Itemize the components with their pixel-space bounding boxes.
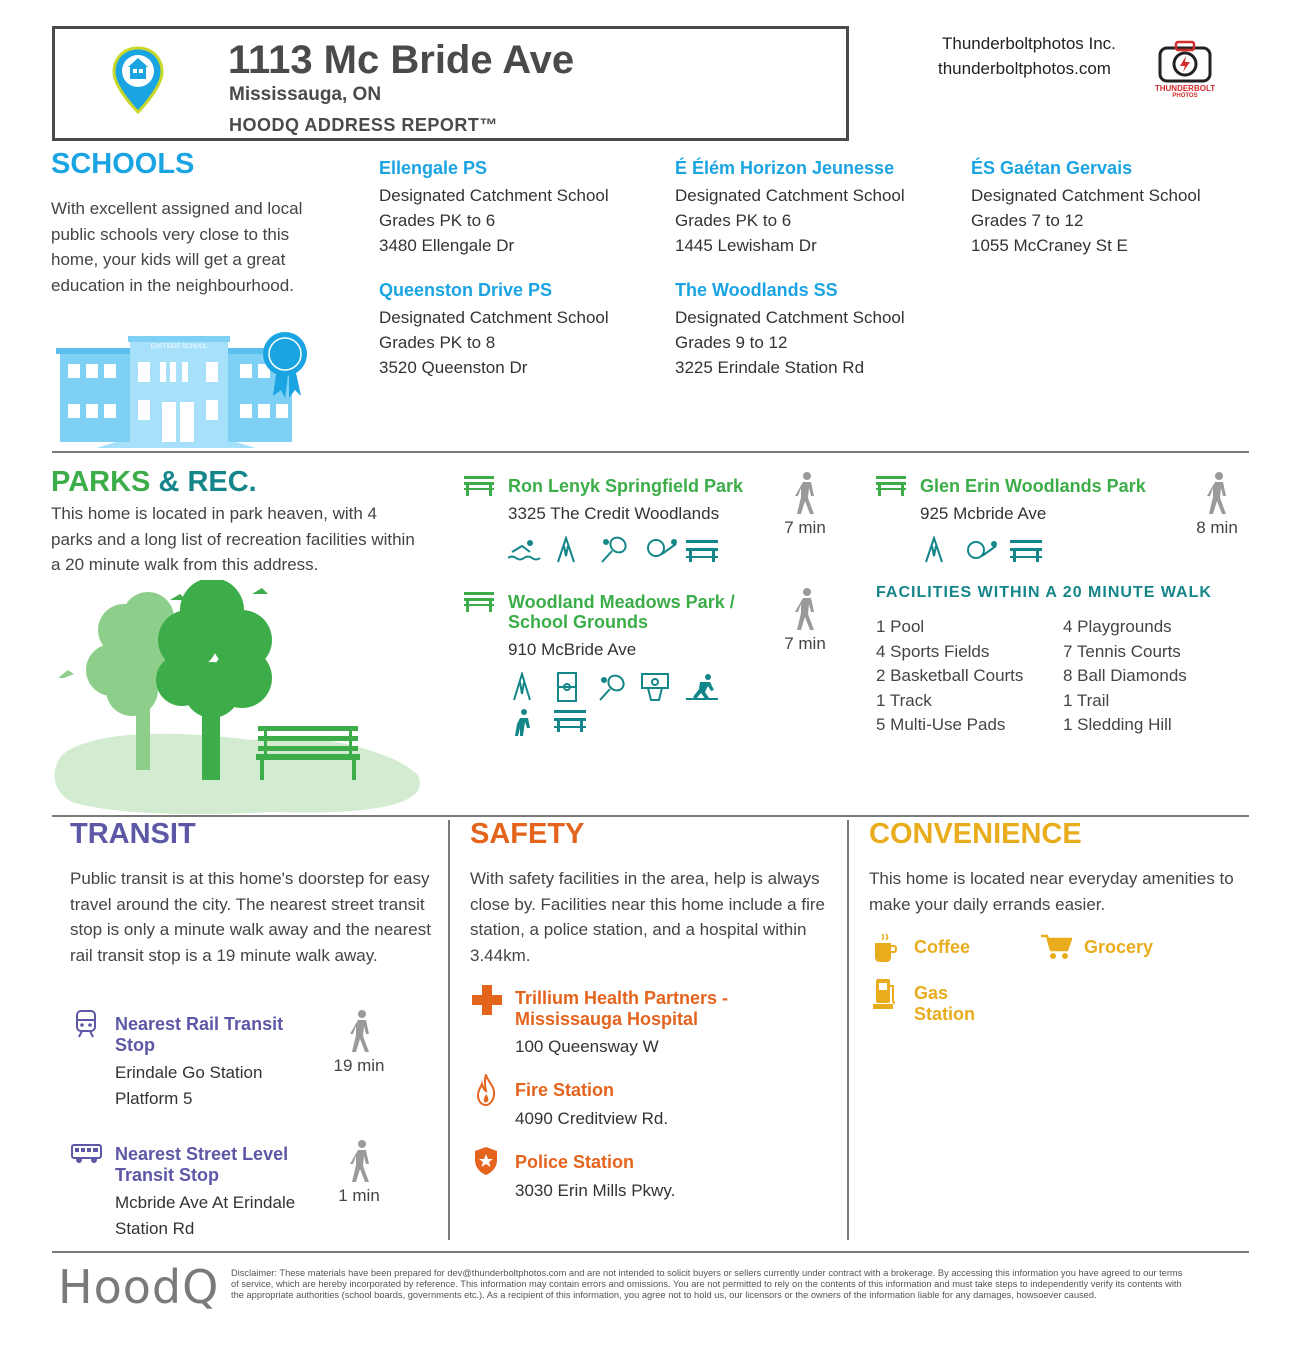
- park-name[interactable]: Ron Lenyk Springfield Park: [508, 476, 744, 496]
- transit-title: TRANSIT: [70, 818, 196, 850]
- school-address: 3520 Queenston Dr: [379, 358, 528, 377]
- playground-icon: [558, 538, 574, 562]
- disclaimer-line: Disclaimer: These materials have been prepared for dev@thunderboltphotos.com and are not intended to solicit buyers or sellers currently under contract with a brokerage. By accessing this information you have agreed to our terms: [231, 1268, 1183, 1278]
- disclaimer-line: of service, which are hereby incorporated by reference. This information may contain errors and omissions. You are not permitted to rely on the contents of this information and must take steps to independently verify its contents with: [231, 1279, 1182, 1289]
- park-address: 910 McBride Ave: [508, 640, 637, 659]
- facility-item: 1 Trail: [1063, 690, 1110, 710]
- park-name[interactable]: Glen Erin Woodlands Park: [920, 476, 1146, 496]
- gas-station-label[interactable]: [914, 983, 975, 1025]
- section-divider: [52, 451, 1249, 453]
- walk-time: 19 min: [333, 1056, 385, 1075]
- sports-field-icon: [558, 673, 576, 701]
- baseball-icon: [648, 540, 676, 556]
- school-address: 1445 Lewisham Dr: [675, 236, 817, 255]
- report-name: HOODQ ADDRESS REPORT™: [229, 115, 498, 135]
- park-name[interactable]: [508, 592, 735, 632]
- school-grades: Grades 7 to 12: [971, 211, 1084, 230]
- rail-stop-name: [115, 1060, 262, 1111]
- label-line: Gas: [914, 983, 949, 1003]
- convenience-title: CONVENIENCE: [869, 818, 1082, 850]
- facility-item: 2 Basketball Courts: [876, 666, 1024, 685]
- hospital-cross-icon: [472, 985, 502, 1015]
- playground-icon: [514, 674, 530, 700]
- name-line: Trillium Health Partners -: [515, 988, 729, 1008]
- park-bench-icon: [876, 476, 906, 496]
- playground-icon: [926, 538, 942, 562]
- facility-item: 8 Ball Diamonds: [1063, 666, 1187, 685]
- school-address: 1055 McCraney St E: [971, 236, 1128, 255]
- police-station-name[interactable]: Police Station: [515, 1152, 635, 1172]
- school-grades: Grades PK to 8: [379, 333, 496, 352]
- park-address: 925 Mcbride Ave: [920, 504, 1047, 523]
- school-type: Designated Catchment School: [675, 186, 905, 205]
- facility-item: 1 Pool: [876, 617, 925, 636]
- picnic-table-icon: [686, 540, 718, 562]
- walking-person-icon: [793, 588, 819, 632]
- label-line: Nearest Street Level: [115, 1144, 289, 1164]
- parks-title-part1: PARKS: [51, 466, 151, 498]
- street-stop-name: [115, 1190, 295, 1241]
- facility-item: 5 Multi-Use Pads: [876, 715, 1006, 734]
- school-card[interactable]: [971, 158, 1201, 256]
- parks-title: [51, 466, 257, 499]
- picnic-table-icon: [554, 710, 586, 732]
- nearest-rail-label[interactable]: [115, 1014, 283, 1056]
- facility-item: 1 Track: [876, 690, 932, 710]
- stop-line: Mcbride Ave At Erindale: [115, 1193, 296, 1212]
- school-type: Designated Catchment School: [379, 308, 609, 327]
- brand-logo-subtext: PHOTOS: [1172, 93, 1198, 99]
- parks-title-part2: & REC.: [158, 466, 257, 498]
- train-icon: [74, 1010, 98, 1038]
- school-name[interactable]: ÉS Gaétan Gervais: [971, 158, 1133, 178]
- police-badge-icon: [474, 1146, 498, 1176]
- school-address: 3480 Ellengale Dr: [379, 236, 515, 255]
- label-line: Stop: [115, 1035, 155, 1055]
- safety-description: With safety facilities in the area, help is always close by. Facilities near this home include a fire station, a police station, and a hospital within 3.44km.: [470, 869, 825, 965]
- park-trees-illustration: [52, 580, 422, 820]
- school-name[interactable]: Queenston Drive PS: [379, 280, 553, 300]
- facilities-title: FACILITIES WITHIN A 20 MINUTE WALK: [876, 584, 1212, 601]
- school-card[interactable]: [379, 158, 609, 256]
- grocery-label[interactable]: Grocery: [1084, 937, 1154, 957]
- name-line: Mississauga Hospital: [515, 1009, 699, 1029]
- tennis-icon: [602, 536, 629, 562]
- walking-person-icon: [348, 1140, 374, 1184]
- school-card[interactable]: [379, 280, 609, 378]
- facility-item: 4 Sports Fields: [876, 641, 990, 661]
- schools-description: With excellent assigned and local public schools very close to this home, your kids will get a great education in the neighbourhood.: [51, 199, 303, 295]
- school-address: 3225 Erindale Station Rd: [675, 358, 865, 377]
- column-divider: [847, 820, 849, 1240]
- brand-url[interactable]: thunderboltphotos.com: [938, 59, 1111, 78]
- school-type: Designated Catchment School: [675, 308, 905, 327]
- walking-person-icon: [1205, 472, 1231, 516]
- fire-flame-icon: [476, 1074, 496, 1106]
- school-card[interactable]: [675, 280, 905, 378]
- park-facility-icons: [920, 536, 1050, 564]
- park-facility-icons: [508, 536, 720, 564]
- disclaimer-line: the appropriate authorities (school boards, governments etc.). As a recipient of this information, you agree not to hold us, our licensors or the owners of the information liable for any damages, howsoever caused.: [231, 1290, 1097, 1300]
- park-bench-icon: [464, 592, 494, 612]
- address-city: Mississauga, ON: [229, 84, 382, 105]
- disclaimer: [231, 1268, 1249, 1301]
- facility-item: 1 Sledding Hill: [1063, 715, 1172, 734]
- bus-icon: [71, 1144, 103, 1164]
- walking-person-icon: [348, 1010, 374, 1054]
- park-address: 3325 The Credit Woodlands: [508, 504, 720, 523]
- hospital-address: 100 Queensway W: [515, 1037, 659, 1056]
- coffee-label[interactable]: Coffee: [914, 937, 971, 957]
- park-bench-icon: [464, 476, 494, 496]
- brand-logo-text: THUNDERBOLT: [1154, 84, 1216, 93]
- footer-divider: [52, 1251, 1249, 1253]
- school-name[interactable]: É Élém Horizon Jeunesse: [675, 158, 895, 178]
- transit-description: Public transit is at this home's doorstep for easy travel around the city. The nearest street transit stop is only a minute walk away and the nearest rail transit stop is a 19 minute walk away.: [70, 869, 431, 965]
- school-card[interactable]: [675, 158, 905, 256]
- schools-title: SCHOOLS: [51, 148, 195, 180]
- fire-station-name[interactable]: Fire Station: [515, 1080, 615, 1100]
- school-building-illustration: [56, 326, 314, 448]
- school-type: Designated Catchment School: [971, 186, 1201, 205]
- walk-time: 1 min: [338, 1186, 380, 1205]
- facility-item: 4 Playgrounds: [1063, 617, 1172, 636]
- walk-time: 8 min: [1196, 518, 1238, 537]
- hospital-name[interactable]: [515, 988, 728, 1030]
- stop-line: Erindale Go Station: [115, 1063, 263, 1082]
- label-line: Station: [914, 1004, 975, 1024]
- school-type: Designated Catchment School: [379, 186, 609, 205]
- park-facility-icons: [508, 672, 720, 736]
- park-name-line: Woodland Meadows Park /: [508, 592, 735, 612]
- sledding-hill-icon: [515, 709, 530, 736]
- hoodq-logo: HoodQ: [58, 1260, 220, 1314]
- safety-title: SAFETY: [470, 818, 585, 850]
- pool-icon: [508, 540, 540, 560]
- label-line: Transit Stop: [115, 1165, 220, 1185]
- school-grades: Grades PK to 6: [675, 211, 792, 230]
- school-sign-text: EASTSIDE SCHOOL: [150, 344, 208, 350]
- school-grades: Grades 9 to 12: [675, 333, 788, 352]
- tennis-icon: [600, 672, 627, 700]
- walking-person-icon: [793, 472, 819, 516]
- police-station-address: 3030 Erin Mills Pkwy.: [515, 1181, 676, 1200]
- nearest-street-label[interactable]: [115, 1144, 288, 1186]
- picnic-table-icon: [1010, 540, 1042, 562]
- stop-line: Platform 5: [115, 1088, 193, 1108]
- coffee-cup-icon: [873, 933, 897, 963]
- address-title: 1113 Mc Bride Ave: [228, 38, 575, 82]
- section-divider: [52, 815, 1249, 817]
- park-name-line: School Grounds: [508, 612, 649, 632]
- facilities-list: [876, 617, 1256, 735]
- column-divider: [448, 820, 450, 1240]
- school-name[interactable]: The Woodlands SS: [675, 280, 838, 300]
- gas-pump-icon: [873, 978, 897, 1010]
- walk-time: 7 min: [784, 634, 826, 653]
- home-location-pin-icon: [112, 46, 164, 114]
- basketball-icon: [642, 674, 668, 700]
- fire-station-address: 4090 Creditview Rd.: [515, 1109, 669, 1128]
- brand-name: Thunderboltphotos Inc.: [942, 34, 1116, 53]
- school-grades: Grades PK to 6: [379, 211, 496, 230]
- walk-time: 7 min: [784, 518, 826, 537]
- baseball-icon: [968, 542, 996, 558]
- camera-logo-icon: [1158, 40, 1212, 84]
- track-icon: [686, 674, 718, 700]
- facility-item: 7 Tennis Courts: [1063, 641, 1181, 661]
- convenience-description: This home is located near everyday amenities to make your daily errands easier.: [869, 869, 1234, 914]
- parks-description: This home is located in park heaven, with 4 parks and a long list of recreation facilities within a 20 minute walk from this address.: [51, 504, 415, 574]
- grocery-cart-icon: [1040, 934, 1072, 960]
- school-name[interactable]: Ellengale PS: [379, 158, 488, 178]
- label-line: Nearest Rail Transit: [115, 1014, 284, 1034]
- stop-line: Station Rd: [115, 1218, 195, 1238]
